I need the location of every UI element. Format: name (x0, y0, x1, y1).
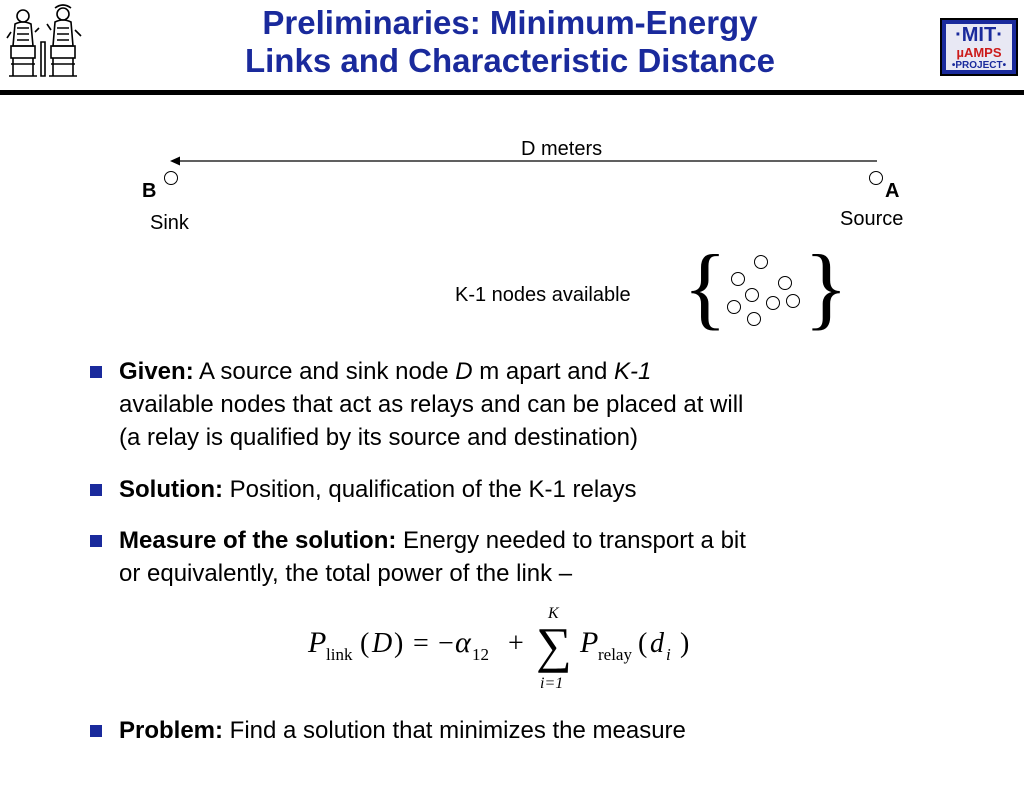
left-brace: { (683, 236, 728, 338)
node-b-label: B (142, 180, 157, 202)
node-b-circle (165, 172, 178, 185)
formula-equals: = (413, 628, 429, 659)
measure-heading: Measure of the solution: (119, 527, 397, 554)
formula-d: D (372, 628, 393, 659)
formula-relay-sub: relay (598, 645, 632, 664)
problem-text: Find a solution that minimizes the measure (223, 717, 686, 744)
source-label: Source (840, 208, 904, 230)
formula-minus: − (438, 628, 454, 659)
given-var-d: D (455, 358, 473, 385)
title-line-2: Links and Characteristic Distance (244, 42, 776, 79)
formula-i-sub: i (666, 645, 671, 664)
formula-alpha-sub: 12 (472, 645, 489, 664)
formula-d-i: d (650, 628, 664, 659)
logo-project-text: •PROJECT• (951, 60, 1007, 71)
formula-upper-limit: K (548, 605, 559, 622)
formula-lower-limit: i=1 (540, 675, 564, 692)
relays-available-label: K-1 nodes available (455, 284, 631, 306)
given-text-2: m apart and (472, 358, 614, 385)
given-heading: Given: (119, 358, 194, 385)
formula-sigma: ∑ (536, 617, 572, 673)
relay-node-circle (728, 301, 741, 314)
node-a-label: A (885, 180, 900, 202)
relay-node-circle (748, 313, 761, 326)
bullet-measure (88, 524, 948, 590)
relay-node-circle (767, 297, 780, 310)
formula-close-paren: ) (394, 628, 404, 659)
bullet-given (88, 355, 948, 454)
given-var-k: K-1 (613, 358, 652, 385)
formula-alpha: α (455, 626, 471, 659)
relay-node-circle (779, 277, 792, 290)
given-text-4: (a relay is qualified by its source and destination) (119, 424, 638, 451)
bullet-square-icon (90, 725, 102, 737)
sink-label: Sink (150, 212, 189, 234)
formula-close-paren-2: ) (680, 628, 690, 659)
bullet-square-icon (90, 366, 102, 378)
logo-mit-text: ·MIT· (955, 24, 1003, 46)
bullet-solution (88, 473, 948, 506)
formula-p: P (308, 626, 327, 659)
problem-heading: Problem: (119, 717, 224, 744)
formula-open-paren-2: ( (638, 628, 648, 659)
bullet-square-icon (90, 535, 102, 547)
measure-text-2: or equivalently, the total power of the link – (119, 560, 573, 587)
bullet-problem (88, 714, 948, 747)
formula-plus: + (508, 628, 524, 659)
bullet-square-icon (90, 484, 102, 496)
formula-open-paren: ( (360, 628, 370, 659)
given-text-3: available nodes that act as relays and can be placed at will (119, 391, 744, 418)
formula-p2: P (580, 626, 599, 659)
relay-node-circle (755, 256, 768, 269)
solution-heading: Solution: (119, 476, 223, 503)
title-line-1: Preliminaries: Minimum-Energy (262, 4, 758, 41)
link-power-formula (300, 600, 720, 695)
node-a-circle (870, 172, 883, 185)
given-text-1: A source and sink node (193, 358, 456, 385)
measure-text-1: Energy needed to transport a bit (396, 527, 746, 554)
logo-uamps-text: µAMPS (956, 45, 1002, 60)
relay-node-circle (787, 295, 800, 308)
solution-text: Position, qualification of the K-1 relays (222, 476, 637, 503)
right-brace: } (804, 236, 849, 338)
relay-node-circle (746, 289, 759, 302)
relay-node-circle (732, 273, 745, 286)
distance-label: D meters (521, 138, 603, 160)
formula-link-sub: link (326, 645, 353, 664)
